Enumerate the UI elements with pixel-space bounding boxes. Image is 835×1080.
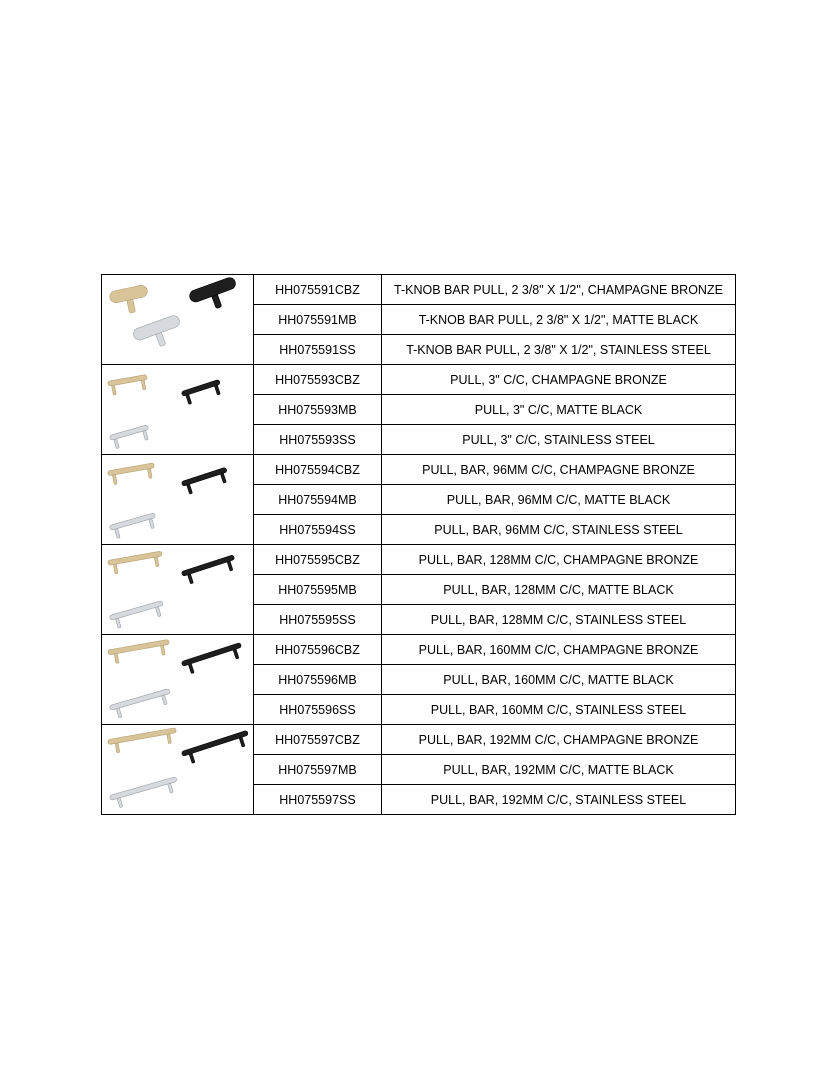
description-cell: PULL, BAR, 160MM C/C, STAINLESS STEEL (382, 695, 736, 725)
sku-cell: HH075591SS (254, 335, 382, 365)
sku-cell: HH075596SS (254, 695, 382, 725)
stainless-steel-pull-icon (109, 424, 151, 449)
matte-black-pull-icon (181, 554, 238, 585)
description-cell: PULL, BAR, 128MM C/C, STAINLESS STEEL (382, 605, 736, 635)
catalog-body (102, 275, 736, 815)
sku-cell: HH075597SS (254, 785, 382, 815)
sku-cell: HH075596MB (254, 665, 382, 695)
table-row (102, 365, 736, 395)
description-cell: PULL, BAR, 192MM C/C, MATTE BLACK (382, 755, 736, 785)
product-image-cell (102, 365, 254, 455)
description-cell: PULL, BAR, 160MM C/C, CHAMPAGNE BRONZE (382, 635, 736, 665)
description-cell: T-KNOB BAR PULL, 2 3/8" X 1/2", MATTE BLACK (382, 305, 736, 335)
sku-cell: HH075594CBZ (254, 455, 382, 485)
champagne-bronze-pull-icon (108, 639, 171, 664)
description-cell: PULL, BAR, 192MM C/C, CHAMPAGNE BRONZE (382, 725, 736, 755)
description-cell: PULL, 3" C/C, STAINLESS STEEL (382, 425, 736, 455)
product-image-cell (102, 455, 254, 545)
description-cell: PULL, BAR, 160MM C/C, MATTE BLACK (382, 665, 736, 695)
bar-pull-192mm-finishes-icon (102, 726, 253, 814)
stainless-steel-pull-icon (109, 600, 166, 629)
table-row (102, 275, 736, 305)
bar-pull-128mm-finishes-icon (102, 546, 253, 634)
matte-black-t-knob-icon (188, 276, 242, 316)
table-row (102, 455, 736, 485)
table-row (102, 545, 736, 575)
bar-pull-96mm-finishes-icon (102, 456, 253, 544)
description-cell: PULL, 3" C/C, CHAMPAGNE BRONZE (382, 365, 736, 395)
description-cell: PULL, BAR, 96MM C/C, MATTE BLACK (382, 485, 736, 515)
sku-cell: HH075593CBZ (254, 365, 382, 395)
stainless-steel-pull-icon (109, 512, 158, 539)
champagne-bronze-pull-icon (108, 550, 164, 574)
product-image-cell (102, 275, 254, 365)
sku-cell: HH075595MB (254, 575, 382, 605)
table-row (102, 635, 736, 665)
stainless-steel-t-knob-icon (132, 313, 186, 353)
stainless-steel-pull-icon (109, 776, 179, 809)
description-cell: T-KNOB BAR PULL, 2 3/8" X 1/2", STAINLESS STEEL (382, 335, 736, 365)
champagne-bronze-t-knob-icon (109, 284, 151, 316)
sku-cell: HH075595SS (254, 605, 382, 635)
description-cell: PULL, BAR, 96MM C/C, STAINLESS STEEL (382, 515, 736, 545)
product-image-cell (102, 725, 254, 815)
sku-cell: HH075591MB (254, 305, 382, 335)
table-row (102, 725, 736, 755)
stainless-steel-pull-icon (109, 688, 173, 719)
description-cell: T-KNOB BAR PULL, 2 3/8" X 1/2", CHAMPAGNE BRONZE (382, 275, 736, 305)
sku-cell: HH075593MB (254, 395, 382, 425)
sku-cell: HH075594MB (254, 485, 382, 515)
matte-black-pull-icon (181, 467, 230, 495)
product-image-cell (102, 545, 254, 635)
description-cell: PULL, BAR, 128MM C/C, CHAMPAGNE BRONZE (382, 545, 736, 575)
sku-cell: HH075597MB (254, 755, 382, 785)
bar-pull-3in-finishes-icon (102, 366, 253, 454)
description-cell: PULL, BAR, 96MM C/C, CHAMPAGNE BRONZE (382, 455, 736, 485)
champagne-bronze-pull-icon (108, 462, 157, 484)
matte-black-pull-icon (181, 379, 223, 405)
product-image-cell (102, 635, 254, 725)
sku-cell: HH075595CBZ (254, 545, 382, 575)
description-cell: PULL, 3" C/C, MATTE BLACK (382, 395, 736, 425)
sku-cell: HH075594SS (254, 515, 382, 545)
sku-cell: HH075596CBZ (254, 635, 382, 665)
bar-pull-160mm-finishes-icon (102, 636, 253, 724)
matte-black-pull-icon (181, 642, 244, 675)
sku-cell: HH075593SS (254, 425, 382, 455)
t-knob-bar-pull-finishes-icon (102, 276, 253, 364)
description-cell: PULL, BAR, 192MM C/C, STAINLESS STEEL (382, 785, 736, 815)
product-catalog-table (101, 274, 736, 815)
matte-black-pull-icon (181, 730, 251, 765)
sku-cell: HH075591CBZ (254, 275, 382, 305)
champagne-bronze-pull-icon (108, 374, 150, 395)
sku-cell: HH075597CBZ (254, 725, 382, 755)
champagne-bronze-pull-icon (108, 727, 179, 753)
description-cell: PULL, BAR, 128MM C/C, MATTE BLACK (382, 575, 736, 605)
